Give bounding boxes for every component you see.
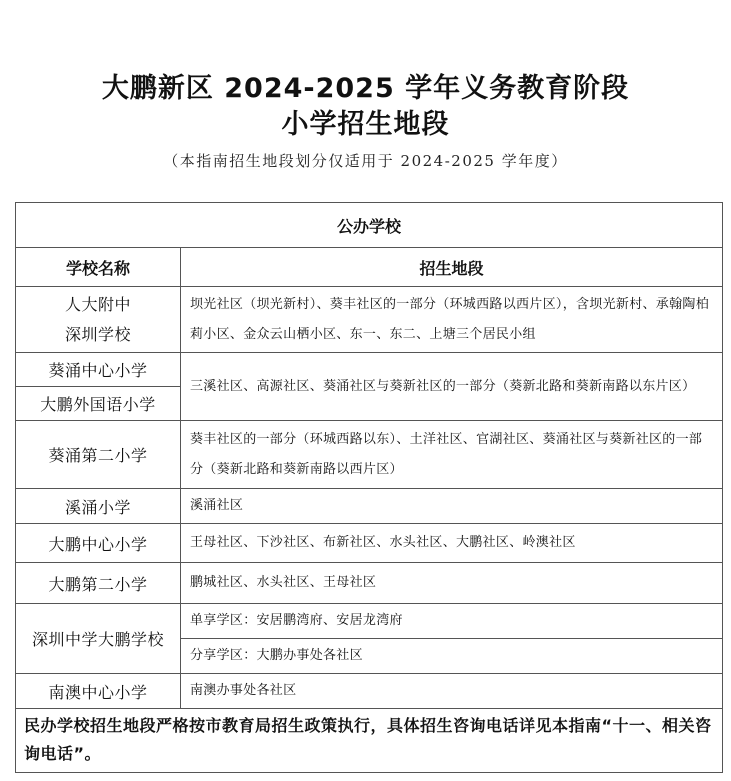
footer-row [16, 709, 723, 773]
table-row [16, 604, 723, 639]
enrollment-area: 鹏城社区、水头社区、王母社区 [181, 563, 723, 604]
school-name [16, 287, 181, 353]
enrollment-area: 分享学区：大鹏办事处各社区 [181, 639, 723, 674]
column-header-school: 学校名称 [16, 248, 181, 287]
school-name: 深圳中学大鹏学校 [16, 604, 181, 674]
private-school-note: 民办学校招生地段严格按市教育局招生政策执行，具体招生咨询电话详见本指南“十一、相关咨询电话”。 [16, 709, 723, 773]
table-row [16, 287, 723, 353]
column-header-row [16, 248, 723, 287]
table-row [16, 563, 723, 604]
school-name-line1: 人大附中 [64, 294, 131, 314]
section-header-row [16, 203, 723, 248]
page-title-line2: 小学招生地段 [281, 109, 450, 140]
school-name: 南澳中心小学 [16, 674, 181, 709]
school-name: 大鹏中心小学 [16, 524, 181, 563]
school-name: 葵涌中心小学 [16, 353, 181, 387]
enrollment-area: 南澳办事处各社区 [181, 674, 723, 709]
table-row [16, 489, 723, 524]
enrollment-area: 单享学区：安居鹏湾府、安居龙湾府 [181, 604, 723, 639]
school-name: 大鹏第二小学 [16, 563, 181, 604]
page-title-line1: 大鹏新区 2024-2025 学年义务教育阶段 [101, 73, 630, 104]
column-header-area: 招生地段 [181, 248, 723, 287]
enrollment-area: 三溪社区、高源社区、葵涌社区与葵新社区的一部分（葵新北路和葵新南路以东片区） [181, 353, 723, 421]
school-name: 溪涌小学 [16, 489, 181, 524]
school-name-line2: 深圳学校 [64, 324, 131, 344]
school-name: 葵涌第二小学 [16, 421, 181, 489]
enrollment-area: 溪涌社区 [181, 489, 723, 524]
enrollment-area: 王母社区、下沙社区、布新社区、水头社区、大鹏社区、岭澳社区 [181, 524, 723, 563]
page-subtitle: （本指南招生地段划分仅适用于 2024-2025 学年度） [163, 152, 568, 170]
table-row [16, 421, 723, 489]
enrollment-area: 葵丰社区的一部分（环城西路以东）、土洋社区、官湖社区、葵涌社区与葵新社区的一部分（葵新北路和葵新南路以西片区） [181, 421, 723, 489]
school-name: 大鹏外国语小学 [16, 387, 181, 421]
enrollment-table [15, 202, 723, 773]
table-row [16, 674, 723, 709]
enrollment-area: 坝光社区（坝光新村）、葵丰社区的一部分（环城西路以西片区），含坝光新村、承翰陶柏莉小区、金众云山栖小区、东一、东二、上塘三个居民小组 [181, 287, 723, 353]
table-row [16, 524, 723, 563]
section-header: 公办学校 [16, 203, 723, 248]
table-row [16, 353, 723, 387]
